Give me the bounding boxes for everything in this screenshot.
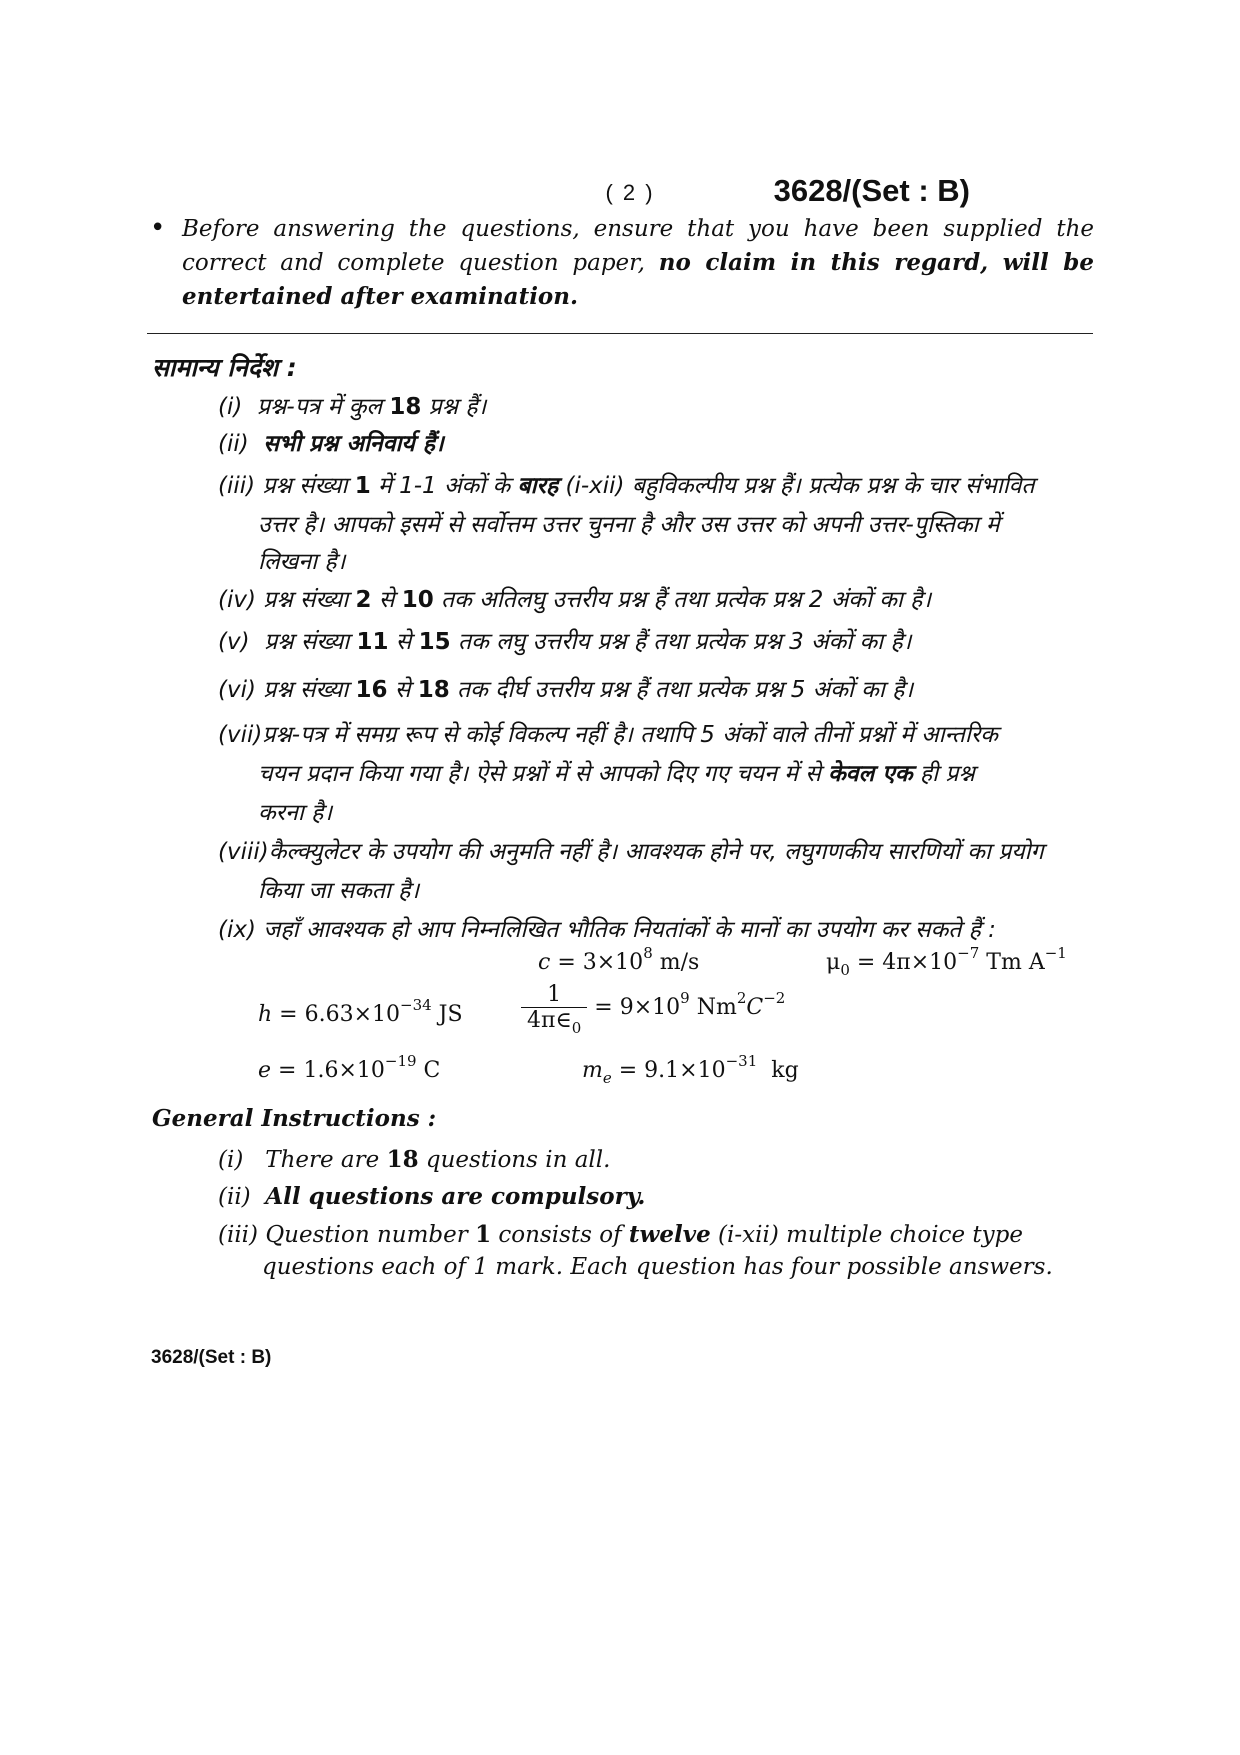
item-text: All questions are compulsory. bbox=[265, 1183, 646, 1210]
constant-coulomb bbox=[521, 982, 786, 1037]
value: = 3×10 bbox=[550, 950, 644, 975]
hindi-item-iv bbox=[218, 580, 1096, 620]
symbol: h bbox=[258, 1002, 273, 1027]
value: = 6.63×10 bbox=[272, 1002, 401, 1027]
paper-code-header: 3628/(Set : B) bbox=[773, 173, 970, 208]
notice-plain: Before answering the questions, ensure that you have been supplied the correct and complete question paper, bbox=[182, 216, 1094, 276]
item-text: (i-xii) बहुविकल्पीय प्रश्न हैं। प्रत्येक प्रश्न के चार संभावित bbox=[558, 473, 1035, 499]
constant-e bbox=[258, 1052, 441, 1083]
item-text: प्रश्न संख्या bbox=[264, 629, 357, 655]
value: = 9.1×10 bbox=[611, 1058, 726, 1083]
notice-bold: no claim in this regard, will be entertained after examination. bbox=[182, 249, 1094, 310]
hindi-instructions-title: सामान्य निर्देश : bbox=[152, 353, 297, 382]
hindi-item-vii bbox=[218, 715, 1096, 755]
exponent: −34 bbox=[400, 996, 432, 1014]
subscript: e bbox=[602, 1069, 612, 1087]
exponent: −1 bbox=[1044, 944, 1067, 962]
divider bbox=[147, 333, 1093, 334]
constant-mu0 bbox=[826, 944, 1067, 979]
item-number: (i) bbox=[218, 1147, 244, 1173]
item-number: (v) bbox=[218, 629, 250, 655]
unit: C bbox=[746, 995, 764, 1020]
exponent: 8 bbox=[643, 944, 653, 962]
item-number: (vi) bbox=[218, 677, 256, 703]
item-bold: 18 bbox=[389, 394, 422, 420]
hindi-item-vi bbox=[218, 670, 1096, 710]
item-text: कैल्क्युलेटर के उपयोग की अनुमति नहीं है। आवश्यक होने पर, लघुगणकीय सारणियों का प्रयोग bbox=[268, 839, 1044, 865]
english-instructions-title: General Instructions : bbox=[152, 1105, 437, 1132]
item-number: (iv) bbox=[218, 587, 256, 613]
denominator bbox=[521, 1008, 587, 1037]
item-bold: 1 bbox=[475, 1221, 492, 1248]
item-text: questions in all. bbox=[418, 1147, 611, 1173]
constant-h bbox=[258, 996, 463, 1027]
exponent: 9 bbox=[680, 989, 690, 1007]
unit: kg bbox=[757, 1058, 799, 1083]
hindi-item-viii bbox=[218, 832, 1096, 872]
item-text: से bbox=[387, 677, 418, 703]
item-bold: twelve bbox=[628, 1221, 711, 1248]
item-number: (iii) bbox=[218, 1222, 259, 1248]
item-text: से bbox=[388, 629, 419, 655]
constant-me bbox=[582, 1052, 799, 1087]
exponent: −2 bbox=[763, 989, 786, 1007]
unit: Nm bbox=[689, 995, 737, 1020]
item-number: (iii) bbox=[218, 473, 256, 499]
item-text: तक लघु उत्तरीय प्रश्न हैं तथा प्रत्येक प्रश्न 3 अंकों का है। bbox=[450, 629, 912, 655]
subscript: 0 bbox=[571, 1019, 582, 1037]
item-text: प्रश्न-पत्र में समग्र रूप से कोई विकल्प नहीं है। तथापि 5 अंकों वाले तीनों प्रश्नों में आन्तरिक bbox=[262, 722, 998, 748]
hindi-item-i bbox=[218, 387, 1096, 427]
english-item-ii bbox=[218, 1180, 1096, 1214]
item-text: सभी प्रश्न अनिवार्य हैं। bbox=[263, 431, 444, 457]
item-bold: बारह bbox=[517, 473, 559, 499]
item-text: consists of bbox=[491, 1222, 629, 1248]
item-text: प्रश्न हैं। bbox=[421, 394, 487, 420]
hindi-item-iii-line3: लिखना है। bbox=[258, 549, 346, 575]
item-bold: 10 bbox=[401, 587, 434, 613]
unit: Tm A bbox=[979, 950, 1045, 975]
numerator: 1 bbox=[521, 982, 587, 1008]
item-text: प्रश्न संख्या bbox=[263, 587, 356, 613]
exponent: 2 bbox=[736, 989, 747, 1007]
item-number: (vii) bbox=[218, 722, 263, 748]
item-bold: 15 bbox=[418, 629, 451, 655]
item-text: चयन प्रदान किया गया है। ऐसे प्रश्नों में से आपको दिए गए चयन में से bbox=[258, 761, 829, 787]
english-item-iii-line2: questions each of 1 mark. Each question has four possible answers. bbox=[262, 1254, 1053, 1280]
english-item-i bbox=[218, 1143, 1096, 1177]
item-text: में 1-1 अंकों के bbox=[370, 473, 518, 499]
exponent: −7 bbox=[957, 944, 980, 962]
item-number: (viii) bbox=[218, 839, 269, 865]
symbol: e bbox=[258, 1058, 272, 1083]
item-bold: केवल एक bbox=[828, 761, 913, 787]
hindi-item-vii-line3: करना है। bbox=[258, 800, 333, 826]
unit: C bbox=[416, 1058, 441, 1083]
exponent: −31 bbox=[725, 1052, 758, 1070]
item-text: प्रश्न संख्या bbox=[263, 677, 356, 703]
subscript: 0 bbox=[840, 961, 850, 979]
hindi-item-v bbox=[218, 622, 1096, 662]
item-bold: 18 bbox=[386, 1146, 419, 1173]
item-text: तक दीर्घ उत्तरीय प्रश्न हैं तथा प्रत्येक प्रश्न 5 अंकों का है। bbox=[449, 677, 914, 703]
item-text: प्रश्न-पत्र में कुल bbox=[256, 394, 390, 420]
hindi-item-viii-line2: किया जा सकता है। bbox=[258, 878, 420, 904]
item-number: (ix) bbox=[218, 917, 256, 943]
item-text: (i-xii) multiple choice type bbox=[710, 1222, 1023, 1248]
unit: JS bbox=[431, 1002, 463, 1027]
item-text: प्रश्न संख्या bbox=[262, 473, 355, 499]
denominator-text: 4π∈ bbox=[527, 1008, 572, 1033]
page-number: ( 2 ) bbox=[605, 180, 655, 205]
item-text: जहाँ आवश्यक हो आप निम्नलिखित भौतिक नियतांकों के मानों का उपयोग कर सकते हैं : bbox=[263, 917, 996, 943]
item-number: (ii) bbox=[218, 431, 249, 457]
value-group bbox=[587, 989, 786, 1020]
hindi-item-iii-line2: उत्तर है। आपको इसमें से सर्वोत्तम उत्तर चुनना है और उस उत्तर को अपनी उत्तर-पुस्तिका में bbox=[258, 512, 1000, 538]
item-number: (i) bbox=[218, 394, 243, 420]
item-text: ही प्रश्न bbox=[912, 761, 975, 787]
symbol: m bbox=[582, 1058, 603, 1083]
bullet-icon: • bbox=[150, 213, 166, 243]
item-bold: 1 bbox=[354, 473, 371, 499]
unit: m/s bbox=[652, 950, 700, 975]
symbol: c bbox=[538, 950, 551, 975]
paper-code-footer: 3628/(Set : B) bbox=[151, 1347, 272, 1368]
item-bold: 16 bbox=[355, 677, 388, 703]
hindi-item-vii-line2 bbox=[258, 754, 1096, 794]
item-number: (ii) bbox=[218, 1184, 251, 1210]
notice-text bbox=[182, 213, 1094, 314]
constant-c bbox=[538, 944, 700, 975]
fraction bbox=[521, 982, 587, 1037]
item-text: There are bbox=[265, 1147, 387, 1173]
value: = 9×10 bbox=[587, 995, 681, 1020]
item-bold: 11 bbox=[356, 629, 389, 655]
item-bold: 2 bbox=[355, 587, 372, 613]
symbol: μ bbox=[826, 950, 841, 975]
value: = 4π×10 bbox=[849, 950, 958, 975]
english-item-iii bbox=[218, 1218, 1096, 1252]
hindi-item-ii bbox=[218, 424, 1096, 464]
hindi-item-iii bbox=[218, 466, 1096, 506]
item-bold: 18 bbox=[417, 677, 450, 703]
value: = 1.6×10 bbox=[271, 1058, 385, 1083]
item-text: तक अतिलघु उत्तरीय प्रश्न हैं तथा प्रत्येक प्रश्न 2 अंकों का है। bbox=[433, 587, 932, 613]
exponent: −19 bbox=[384, 1052, 417, 1070]
item-text: Question number bbox=[265, 1222, 476, 1248]
item-text: से bbox=[371, 587, 402, 613]
